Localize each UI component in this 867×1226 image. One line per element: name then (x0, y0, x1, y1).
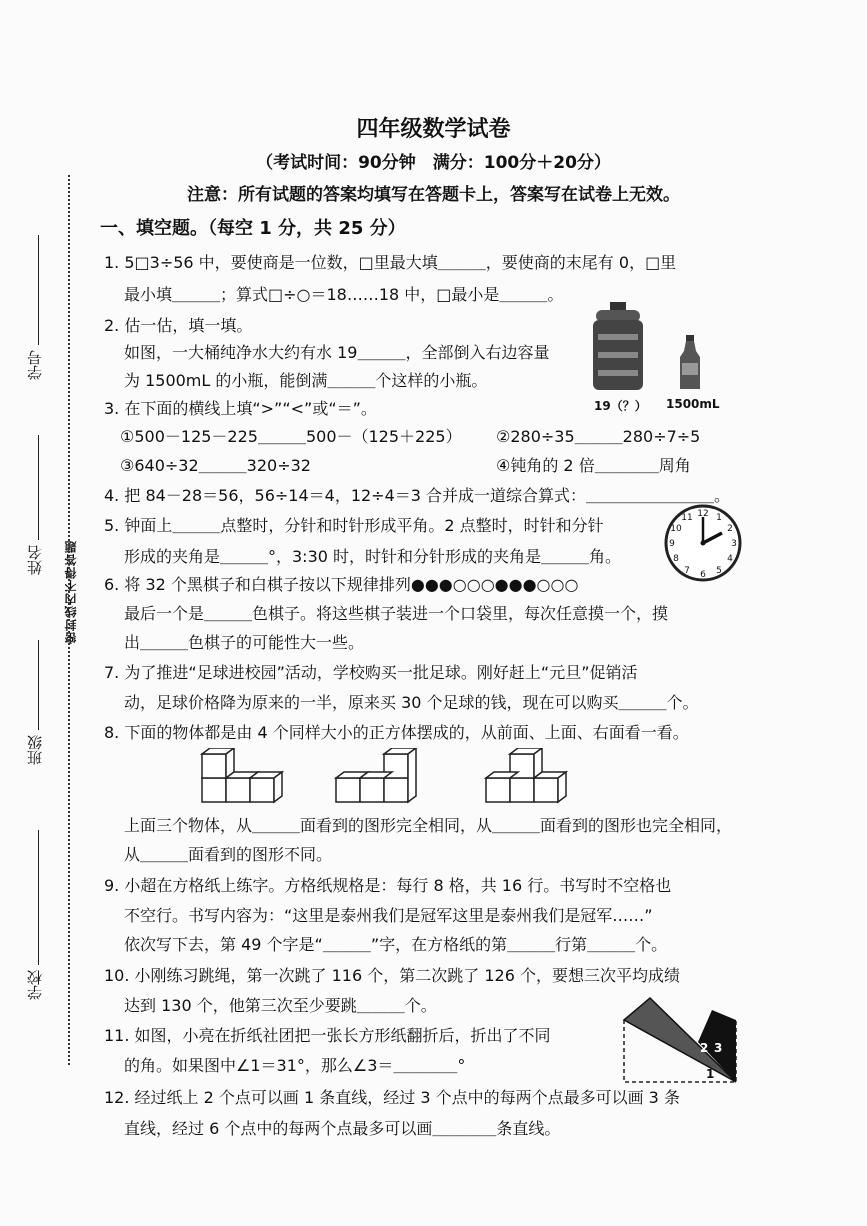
class-label: 班级 (26, 735, 44, 765)
q4-line1: 4. 把 84－28＝56，56÷14＝4，12÷4＝3 合并成一道综合算式：＿＿＿＿＿＿＿＿。 (104, 486, 731, 505)
q1-line1: 1. 5□3÷56 中，要使商是一位数，□里最大填＿＿＿，要使商的末尾有 0，□里 (104, 253, 677, 272)
svg-text:6: 6 (700, 570, 706, 580)
school-label: 学校 (26, 970, 44, 1000)
svg-text:8: 8 (673, 554, 679, 564)
q3-line1: 3. 在下面的横线上填“>”“<”或“＝”。 (104, 399, 377, 418)
q3-item4: ④钝角的 2 倍＿＿＿＿周角 (496, 456, 691, 475)
cube-figure-1 (200, 748, 286, 804)
name-label: 姓名 (26, 545, 44, 575)
q8-line1: 8. 下面的物体都是由 4 个同样大小的正方体摆成的，从前面、上面、右面看一看。 (104, 723, 689, 742)
clock-figure (660, 503, 746, 583)
q12-line2: 直线，经过 6 个点中的每两个点最多可以画＿＿＿＿条直线。 (124, 1119, 561, 1138)
q2-line2: 如图，一大桶纯净水大约有水 19＿＿＿，全部倒入右边容量 (124, 343, 550, 362)
svg-text:7: 7 (684, 566, 690, 576)
q3-item3: ③640÷32＿＿＿320÷32 (120, 456, 311, 475)
angle-label-3: 3 (714, 1041, 723, 1055)
q9-line2: 不空行。书写内容为：“这里是泰州我们是冠军这里是泰州我们是冠军……” (124, 906, 653, 925)
q9-line3: 依次写下去，第 49 个字是“＿＿＿”字，在方格纸的第＿＿＿行第＿＿＿个。 (124, 935, 668, 954)
q8-line3: 从＿＿＿面看到的图形不同。 (124, 845, 333, 864)
water-bucket-figure (590, 300, 646, 392)
section-heading: 一、填空题。（每空 1 分，共 25 分） (100, 218, 406, 239)
q6-line2: 最后一个是＿＿＿色棋子。将这些棋子装进一个口袋里，每次任意摸一个，摸 (124, 604, 669, 623)
q7-line2: 动，足球价格降为原来的一半，原来买 30 个足球的钱，现在可以购买＿＿＿个。 (124, 693, 699, 712)
student-id-line (38, 235, 39, 345)
bucket-caption: 19（？） (594, 399, 647, 413)
folded-paper-figure (620, 996, 744, 1086)
seal-dotted-line (68, 175, 70, 1065)
svg-text:12: 12 (697, 509, 709, 519)
name-line (38, 435, 39, 540)
angle-label-1: 1 (706, 1067, 715, 1081)
q9-line1: 9. 小超在方格纸上练字。方格纸规格是：每行 8 格，共 16 行。书写时不空格也 (104, 876, 672, 895)
angle-label-2: 2 (700, 1041, 709, 1055)
q2-line3: 为 1500mL 的小瓶，能倒满＿＿＿个这样的小瓶。 (124, 371, 488, 390)
bottle-caption: 1500mL (666, 397, 720, 411)
page-title: 四年级数学试卷 (356, 117, 511, 142)
q3-item1: ①500－125－225＿＿＿500－（125＋225） (120, 427, 462, 446)
svg-text:9: 9 (669, 539, 675, 549)
svg-text:2: 2 (727, 524, 733, 534)
svg-text:3: 3 (731, 539, 737, 549)
svg-text:1: 1 (716, 513, 722, 523)
q7-line1: 7. 为了推进“足球进校园”活动，学校购买一批足球。刚好赶上“元旦”促销活 (104, 663, 638, 682)
q8-line2: 上面三个物体，从＿＿＿面看到的图形完全相同，从＿＿＿面看到的图形也完全相同， (124, 816, 733, 835)
q1-line2: 最小填＿＿＿；算式□÷○＝18……18 中，□最小是＿＿＿。 (124, 285, 564, 304)
q10-line1: 10. 小刚练习跳绳，第一次跳了 116 个，第二次跳了 126 个，要想三次平均成绩 (104, 966, 680, 985)
class-line (38, 640, 39, 730)
school-line (38, 830, 39, 965)
q2-line1: 2. 估一估，填一填。 (104, 316, 253, 335)
cube-figure-2 (334, 748, 420, 804)
small-bottle-figure (678, 335, 702, 391)
svg-text:5: 5 (716, 566, 722, 576)
q3-item2: ②280÷35＿＿＿280÷7÷5 (496, 427, 701, 446)
exam-notice: 注意：所有试题的答案均填写在答题卡上，答案写在试卷上无效。 (187, 185, 680, 205)
q11-line1: 11. 如图，小亮在折纸社团把一张长方形纸翻折后，折出了不同 (104, 1026, 551, 1045)
q5-line2: 形成的夹角是＿＿＿°，3:30 时，时针和分针形成的夹角是＿＿＿角。 (124, 547, 622, 566)
q6-line3: 出＿＿＿色棋子的可能性大一些。 (124, 633, 365, 652)
svg-text:11: 11 (681, 513, 693, 523)
q6-line1: 6. 将 32 个黑棋子和白棋子按以下规律排列●●●○○○●●●○○○ (104, 575, 579, 594)
cube-figure-3 (484, 748, 570, 804)
q10-line2: 达到 130 个，他第三次至少要跳＿＿＿个。 (124, 996, 437, 1015)
q11-line2: 的角。如果图中∠1＝31°，那么∠3＝＿＿＿＿° (124, 1056, 466, 1075)
svg-text:4: 4 (727, 554, 733, 564)
exam-info: （考试时间：90分钟 满分：100分＋20分） (256, 153, 611, 173)
seal-note: 密封线内不得答题 (64, 540, 78, 644)
q5-line1: 5. 钟面上＿＿＿点整时，分针和时针形成平角。2 点整时，时针和分针 (104, 516, 604, 535)
student-id-label: 学号 (26, 350, 44, 380)
svg-text:10: 10 (670, 524, 682, 534)
q12-line1: 12. 经过纸上 2 个点可以画 1 条直线，经过 3 个点中的每两个点最多可以画 3 条 (104, 1088, 680, 1107)
